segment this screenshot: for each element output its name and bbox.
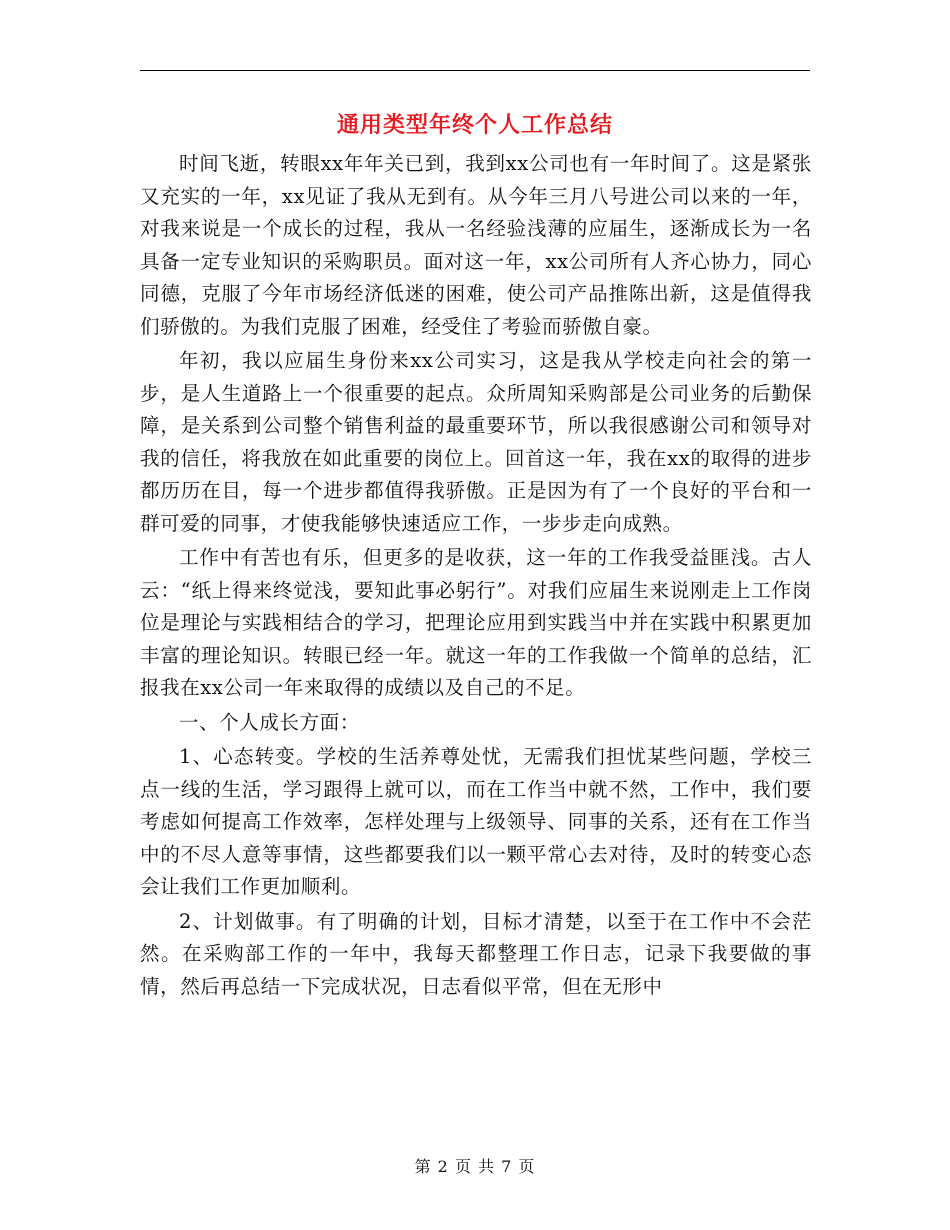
document-title: 通用类型年终个人工作总结 <box>336 112 613 138</box>
document-body <box>140 148 812 1005</box>
header-rule <box>140 70 810 71</box>
paragraph-intro: 时间飞逝，转眼xx年年关已到，我到xx公司也有一年时间了。这是紧张又充实的一年，xx见证了我从无到有。从今年三月八号进公司以来的一年，对我来说是一个成长的过程，我从一名经验浅薄的应届生，逐渐成长为一名具备一定专业知识的采购职员。面对这一年，xx公司所有人齐心协力，同心同德，克服了今年市场经济低迷的困难，使公司产品推陈出新，这是值得我们骄傲的。为我们克服了困难，经受住了考验而骄傲自豪。 <box>140 152 812 338</box>
paragraph-gains: 工作中有苦也有乐，但更多的是收获，这一年的工作我受益匪浅。古人云：“纸上得来终觉浅，要知此事必躬行”。对我们应届生来说刚走上工作岗位是理论与实践相结合的学习，把理论应用到实践当中并在实践中积累更加丰富的理论知识。转眼已经一年。就这一年的工作我做一个简单的总结，汇报我在xx公司一年来取得的成绩以及自己的不足。 <box>140 546 812 699</box>
paragraph-start-of-year: 年初，我以应届生身份来xx公司实习，这是我从学校走向社会的第一步，是人生道路上一个很重要的起点。众所周知采购部是公司业务的后勤保障，是关系到公司整个销售利益的最重要环节，所以我很感谢公司和领导对我的信任，将我放在如此重要的岗位上。回首这一年，我在xx的取得的进步都历历在目，每一个进步都值得我骄傲。正是因为有了一个良好的平台和一群可爱的同事，才使我能够快速适应工作，一步步走向成熟。 <box>140 349 812 535</box>
page-number-footer: 第 2 页 共 7 页 <box>414 1157 536 1176</box>
paragraph-mindset-change: 1、心态转变。学校的生活养尊处忧，无需我们担忧某些问题，学校三点一线的生活，学习跟得上就可以，而在工作当中就不然，工作中，我们要考虑如何提高工作效率，怎样处理与上级领导、同事的关系，还有在工作当中的不尽人意等事情，这些都要我们以一颗平常心去对待，及时的转变心态会让我们工作更加顺利。 <box>140 745 812 898</box>
paragraph-planning: 2、计划做事。有了明确的计划，目标才清楚，以至于在工作中不会茫然。在采购部工作的一年中，我每天都整理工作日志，记录下我要做的事情，然后再总结一下完成状况，日志看似平常，但在无形中 <box>140 909 812 998</box>
section-heading-personal-growth: 一、个人成长方面： <box>179 710 360 734</box>
